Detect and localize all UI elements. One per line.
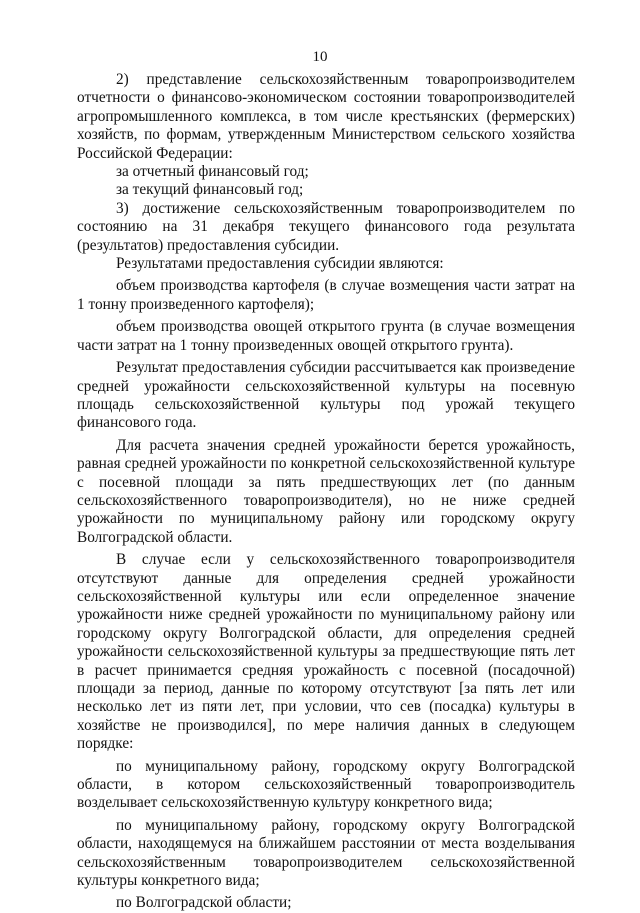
paragraph-order-region: по Волгоградской области;: [116, 894, 292, 912]
paragraph-average-yield: Для расчета значения средней урожайности берется урожайность, равная средней урожайности по конкретной сельскохозяйственной культуре с посевной площади за пять предшествующих лет (по данным сельскохозяйственного товаропроизводителя), но не ниже средней урожайности по муниципальному району или городскому округу Волгоградской области.: [77, 436, 575, 546]
paragraph-potato-volume: объем производства картофеля (в случае возмещения части затрат на 1 тонну произведенного картофеля);: [77, 277, 575, 313]
paragraph-item-3: 3) достижение сельскохозяйственным товаропроизводителем по состоянию на 31 декабря текущего финансового года результата (результатов) предоставления субсидии.: [77, 199, 575, 254]
paragraph-order-district: по муниципальному району, городскому округу Волгоградской области, в котором сельскохозяйственный товаропроизводитель возделывает сельскохозяйственную культуру конкретного вида;: [77, 757, 575, 812]
paragraph-vegetables-volume: объем производства овощей открытого грунта (в случае возмещения части затрат на 1 тонну произведенных овощей открытого грунта).: [77, 318, 575, 354]
paragraph-result-calculation: Результат предоставления субсидии рассчитывается как произведение средней урожайности сельскохозяйственной культуры на посевную площадь сельскохозяйственной культуры под урожай текущего финансового года.: [77, 359, 575, 432]
paragraph-current-year: за текущий финансовый год;: [116, 181, 304, 199]
paragraph-order-nearest: по муниципальному району, городскому округу Волгоградской области, находящемуся на ближайшем расстоянии от места возделывания сельскохозяйственным товаропроизводителем сельскохозяйственной культуры конкретного вида;: [77, 816, 575, 890]
document-body: [77, 71, 575, 913]
paragraph-item-2: 2) представление сельскохозяйственным товаропроизводителем отчетности о финансово-экономическом состоянии товаропроизводителей агропромышленного комплекса, в том числе крестьянских (фермерских) хозяйств, по формам, утвержденным Министерством сельского хозяйства Российской Федерации:: [77, 71, 575, 162]
paragraph-results-intro: Результатами предоставления субсидии являются:: [116, 255, 444, 273]
paragraph-reporting-year: за отчетный финансовый год;: [116, 163, 309, 181]
paragraph-missing-data: В случае если у сельскохозяйственного товаропроизводителя отсутствуют данные для определения средней урожайности сельскохозяйственной культуры или если определенное значение урожайности ниже средней урожайности по муниципальному району или городскому округу Волгоградской области, для определения средней урожайности сельскохозяйственной культуры за предшествующие пять лет в расчет принимается средняя урожайность с посевной (посадочной) площади за период, данные по которому отсутствуют [за пять лет или несколько лет из пяти лет, при условии, что сев (посадка) культуры в хозяйстве не производился], по мере наличия данных в следующем порядке:: [77, 551, 575, 753]
page-number: 10: [312, 49, 328, 65]
